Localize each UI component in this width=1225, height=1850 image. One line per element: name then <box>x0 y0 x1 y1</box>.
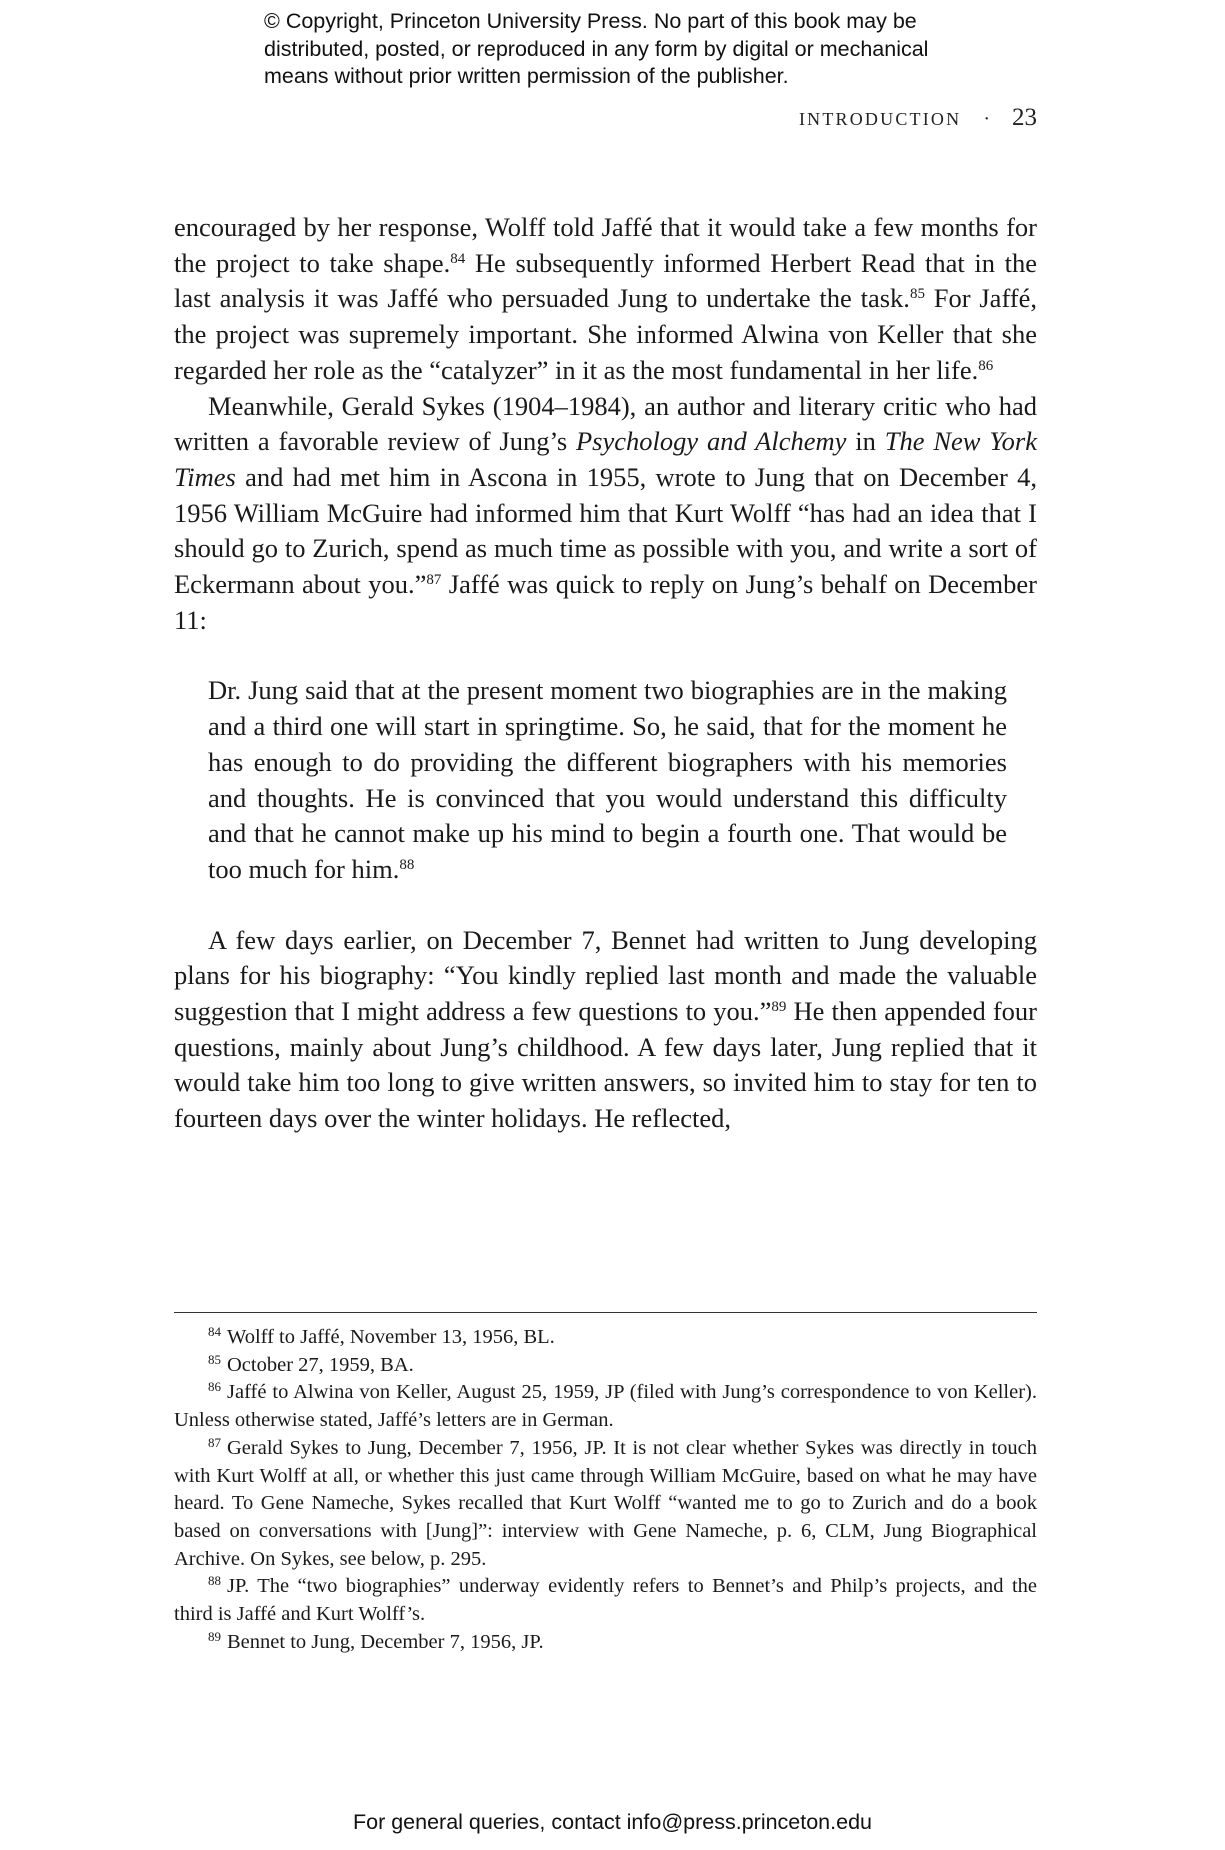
text-run: For Jaffé, the project was supremely important. She informed Alwina von Keller that she regarded her role as the “catalyzer” in it as the most fundamental in her life. <box>174 283 1038 385</box>
footnote-ref: 89 <box>771 999 787 1016</box>
footnote <box>174 1573 1037 1628</box>
footnote-ref: 88 <box>399 856 415 873</box>
page-number: 23 <box>1012 104 1037 131</box>
text-run: He subsequently informed Herbert Read that in the last analysis it was Jaffé who persuaded Jung to undertake the task. <box>174 247 1037 314</box>
text-run: Meanwhile, Gerald Sykes (1904–1984), an author and literary critic who had written a favorable review of Jung’s <box>174 390 1037 457</box>
quote-text: Dr. Jung said that at the present moment two biographies are in the making and a third one will start in springtime. So, he said, that for the moment he has enough to do providing the different biographers with his memories and thoughts. He is convinced that you would understand this difficulty and that he cannot make up his mind to begin a fourth one. That would be too much for him. <box>208 675 1007 884</box>
copyright-notice <box>264 8 1024 91</box>
footnote-number: 88 <box>208 1573 221 1589</box>
book-title: Psychology and Alchemy <box>576 426 847 457</box>
copyright-line: means without prior written permission of the publisher. <box>264 64 789 88</box>
footnote-number: 86 <box>208 1379 221 1395</box>
body-paragraph <box>174 923 1037 1137</box>
footnote <box>174 1379 1037 1434</box>
footnote-text: JP. The “two biographies” underway evidently refers to Bennet’s and Philp’s projects, and the third is Jaffé and Kurt Wolff’s. <box>174 1575 1037 1626</box>
footnote-text: Gerald Sykes to Jung, December 7, 1956, JP. It is not clear whether Sykes was directly in touch with Kurt Wolff at all, or whether this just came through William McGuire, based on what he may have heard. To Gene Nameche, Sykes recalled that Kurt Wolff “wanted me to go to Zurich and do a book based on conversations with [Jung]”: interview with Gene Nameche, p. 6, CLM, Jung Biographical Archive. On Sykes, see below, p. 295. <box>174 1436 1037 1570</box>
footnote-number: 85 <box>208 1351 221 1367</box>
footnote-text: October 27, 1959, BA. <box>227 1353 414 1376</box>
footnote-ref: 86 <box>978 357 994 374</box>
body-paragraph <box>174 210 1037 389</box>
body-paragraph <box>174 389 1037 639</box>
main-text <box>174 210 1037 1137</box>
footnote-number: 89 <box>208 1628 221 1644</box>
footnote <box>174 1324 1037 1352</box>
running-head <box>799 104 1037 132</box>
footnote-number: 84 <box>208 1324 221 1339</box>
footnote-ref: 84 <box>450 250 466 267</box>
footnote-divider <box>174 1312 1037 1313</box>
running-head-title: INTRODUCTION <box>798 109 962 129</box>
text-run: A few days earlier, on December 7, Bennet had written to Jung developing plans for his biography: “You kindly replied last month and made the valuable suggestion that I might address a few questions to you.” <box>174 924 1037 1027</box>
text-run: He then appended four questions, mainly about Jung’s childhood. A few days later, Jung replied that it would take him too long to give written answers, so invited him to stay for ten to fourteen days over the winter holidays. He reflected, <box>174 996 1037 1134</box>
footnote-ref: 87 <box>426 572 442 589</box>
footnote-number: 87 <box>208 1434 221 1450</box>
contact-footer: For general queries, contact info@press.princeton.edu <box>352 1810 872 1834</box>
footnote <box>174 1435 1037 1574</box>
text-run: encouraged by her response, Wolff told Jaffé that it would take a few months for the project to take shape. <box>174 212 1037 278</box>
footnotes <box>174 1324 1037 1656</box>
footnote <box>174 1352 1037 1380</box>
running-head-separator: · <box>983 108 990 130</box>
footnote-ref: 85 <box>909 286 925 303</box>
footnote-text: Bennet to Jung, December 7, 1956, JP. <box>227 1630 544 1653</box>
copyright-line: distributed, posted, or reproduced in any form by digital or mechanical <box>264 36 929 61</box>
copyright-line: © Copyright, Princeton University Press. No part of this book may be <box>264 9 917 33</box>
block-quote <box>208 673 1007 887</box>
newspaper-title: The New York Times <box>174 426 1037 492</box>
footnote-text: Jaffé to Alwina von Keller, August 25, 1959, JP (filed with Jung’s correspondence to von Keller). Unless otherwise stated, Jaffé’s letters are in German. <box>174 1381 1037 1432</box>
text-run: Jaffé was quick to reply on Jung’s behalf on December 11: <box>174 569 1038 635</box>
footnote <box>174 1629 1037 1657</box>
footnote-text: Wolff to Jaffé, November 13, 1956, BL. <box>227 1326 555 1348</box>
text-run: and had met him in Ascona in 1955, wrote to Jung that on December 4, 1956 William McGuire had informed him that Kurt Wolff “has had an idea that I should go to Zurich, spend as much time as possible with you, and write a sort of Eckermann about you.” <box>174 461 1037 600</box>
text-run: in <box>846 426 885 457</box>
